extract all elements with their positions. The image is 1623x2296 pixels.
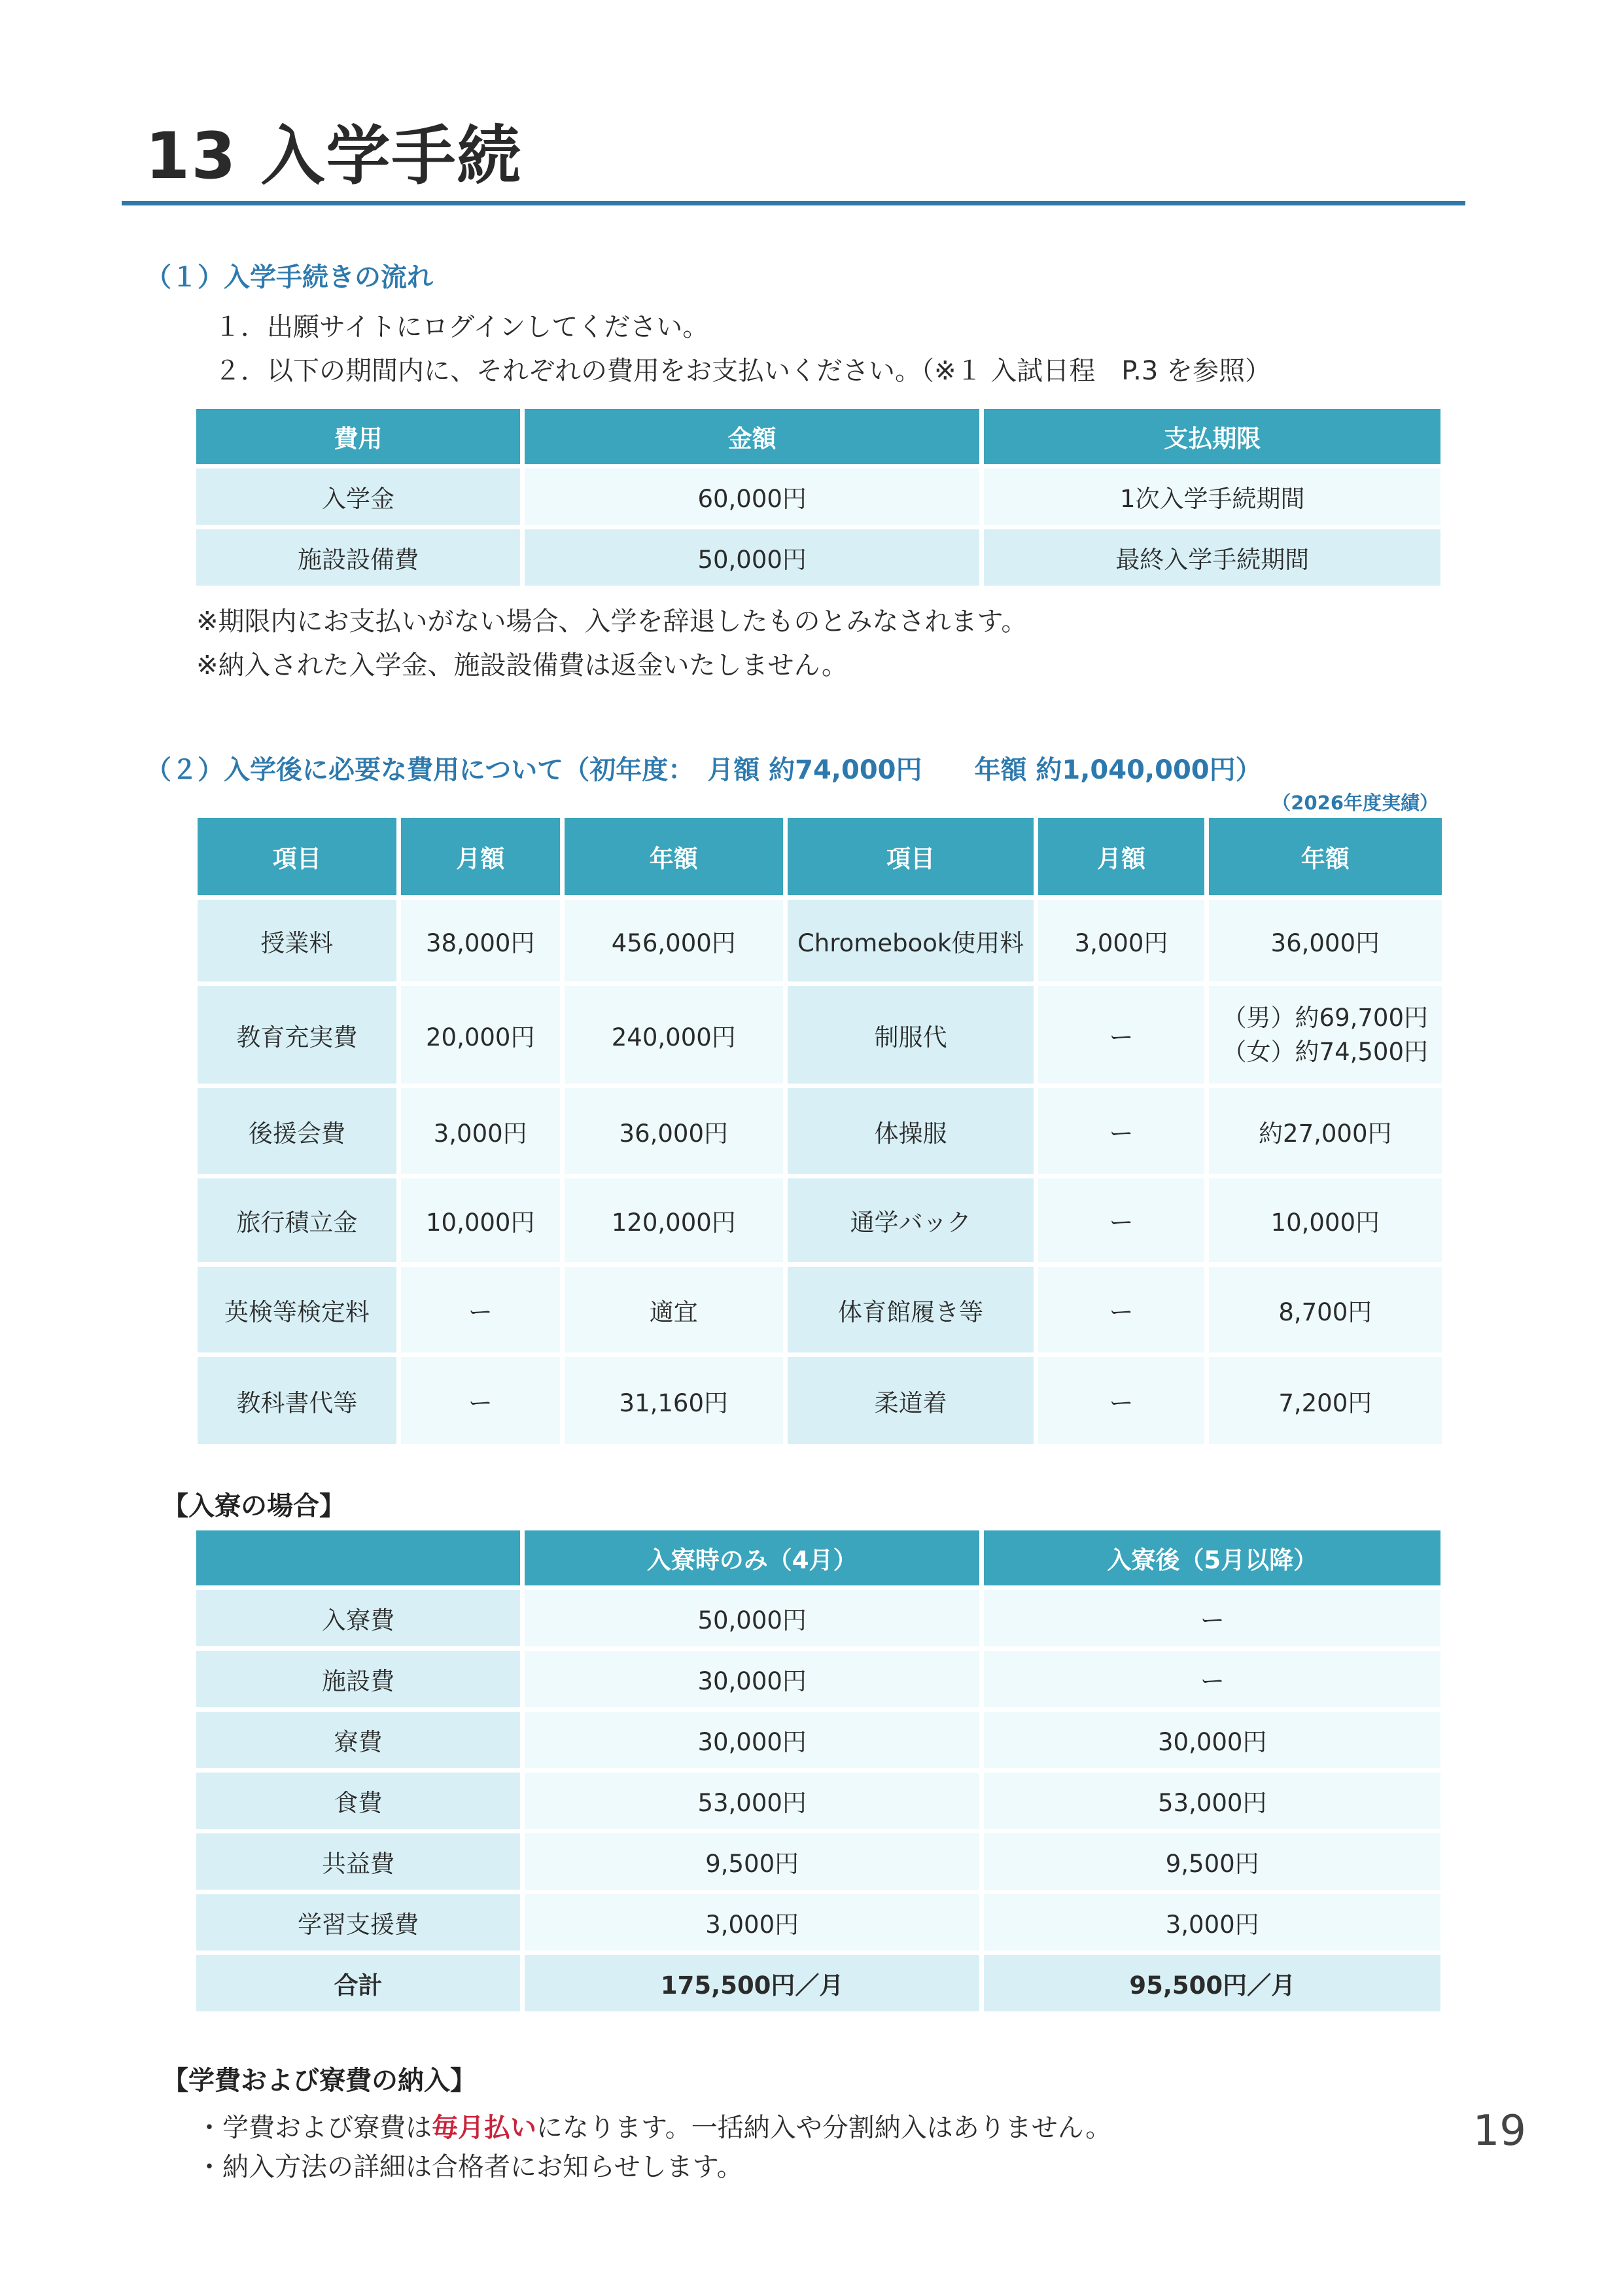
annual-amount: 240,000円 — [565, 986, 783, 1084]
dorm-first-month: 53,000円 — [525, 1773, 980, 1829]
annual-amount: 456,000円 — [565, 900, 783, 981]
monthly-amount: ー — [1038, 1088, 1204, 1174]
dorm-heading: 【入寮の場合】 — [162, 1491, 345, 1521]
section1-heading: （１）入学手続きの流れ — [145, 262, 433, 292]
item-name: Chromebook使用料 — [788, 900, 1034, 981]
total-monthly: 95,500円／月 — [984, 1955, 1440, 2011]
annual-amount: 31,160円 — [565, 1357, 783, 1444]
item-name: 柔道着 — [788, 1357, 1034, 1444]
payment-line-1 — [196, 2107, 1111, 2144]
monthly-payment-emphasis: 毎月払い — [432, 2113, 536, 2143]
table-row — [198, 986, 1442, 1084]
payment-line-2: ・納入方法の詳細は合格者にお知らせします。 — [196, 2152, 743, 2182]
table-row — [198, 1178, 1442, 1262]
table-row — [196, 529, 1440, 586]
dorm-cost-table — [192, 1526, 1445, 2016]
table-row — [198, 900, 1442, 981]
title-divider — [122, 201, 1465, 205]
fee-name: 施設設備費 — [196, 529, 520, 586]
dorm-monthly: 53,000円 — [984, 1773, 1440, 1829]
monthly-amount: ー — [401, 1357, 560, 1444]
dorm-monthly: 3,000円 — [984, 1894, 1440, 1951]
table-row — [198, 1088, 1442, 1174]
table-header-row — [196, 409, 1440, 464]
annual-amount: 約27,000円 — [1209, 1088, 1442, 1174]
entry-fee-table — [192, 404, 1445, 590]
header-cell: 年額 — [565, 818, 783, 895]
payment-line-1-post: になります。一括納入や分割納入はありません。 — [536, 2113, 1112, 2143]
table-row — [196, 1590, 1440, 1646]
item-name: 教科書代等 — [198, 1357, 396, 1444]
note-1: ※期限内にお支払いがない場合、入学を辞退したものとみなされます。 — [196, 607, 1028, 637]
dorm-first-month: 9,500円 — [525, 1833, 980, 1890]
section2-heading: （２）入学後に必要な費用について（初年度： 月額 約74,000円 年額 約1,040,000円） — [145, 755, 1262, 785]
monthly-amount: ー — [1038, 1267, 1204, 1352]
header-cell: 支払期限 — [984, 409, 1440, 464]
header-cell: 入寮時のみ（4月） — [525, 1530, 980, 1585]
step-1: １．出願サイトにログインしてください。 — [215, 312, 709, 342]
monthly-amount: 3,000円 — [1038, 900, 1204, 981]
payment-line-1-pre: ・学費および寮費は — [196, 2113, 432, 2143]
item-name: 体育館履き等 — [788, 1267, 1034, 1352]
table-row — [196, 1651, 1440, 1707]
monthly-amount: ー — [1038, 1178, 1204, 1262]
item-name: 旅行積立金 — [198, 1178, 396, 1262]
item-name: 制服代 — [788, 986, 1034, 1084]
fee-deadline: 1次入学手続期間 — [984, 468, 1440, 525]
note-2: ※納入された入学金、施設設備費は返金いたしません。 — [196, 650, 848, 680]
item-name: 英検等検定料 — [198, 1267, 396, 1352]
dorm-item: 施設費 — [196, 1651, 520, 1707]
table-row — [196, 1894, 1440, 1951]
monthly-amount: ー — [1038, 1357, 1204, 1444]
dorm-monthly: ー — [984, 1651, 1440, 1707]
total-label: 合計 — [196, 1955, 520, 2011]
annual-amount: 36,000円 — [565, 1088, 783, 1174]
annual-amount: 36,000円 — [1209, 900, 1442, 981]
annual-amount: 適宜 — [565, 1267, 783, 1352]
table-header-row — [198, 818, 1442, 895]
dorm-first-month: 3,000円 — [525, 1894, 980, 1951]
header-cell: 年額 — [1209, 818, 1442, 895]
table-header-row — [196, 1530, 1440, 1585]
step-2: ２．以下の期間内に、それぞれの費用をお支払いください。（※１ 入試日程 P.3 を参照） — [215, 356, 1271, 386]
fee-amount: 50,000円 — [525, 529, 980, 586]
uniform-female-price: （女）約74,500円 — [1222, 1037, 1429, 1066]
dorm-first-month: 50,000円 — [525, 1590, 980, 1646]
item-name: 授業料 — [198, 900, 396, 981]
total-first-month: 175,500円／月 — [525, 1955, 980, 2011]
dorm-monthly: 9,500円 — [984, 1833, 1440, 1890]
annual-amount: 7,200円 — [1209, 1357, 1442, 1444]
annual-amount — [1209, 986, 1442, 1084]
table-row — [198, 1267, 1442, 1352]
monthly-amount: ー — [1038, 986, 1204, 1084]
table-row — [196, 1833, 1440, 1890]
fee-deadline: 最終入学手続期間 — [984, 529, 1440, 586]
header-cell: 月額 — [401, 818, 560, 895]
dorm-first-month: 30,000円 — [525, 1712, 980, 1768]
item-name: 教育充実費 — [198, 986, 396, 1084]
fee-amount: 60,000円 — [525, 468, 980, 525]
payment-heading: 【学費および寮費の納入】 — [162, 2066, 476, 2096]
annual-amount: 10,000円 — [1209, 1178, 1442, 1262]
header-cell: 金額 — [525, 409, 980, 464]
monthly-amount: ー — [401, 1267, 560, 1352]
dorm-item: 共益費 — [196, 1833, 520, 1890]
dorm-first-month: 30,000円 — [525, 1651, 980, 1707]
dorm-monthly: ー — [984, 1590, 1440, 1646]
annual-amount: 8,700円 — [1209, 1267, 1442, 1352]
table-row — [196, 1773, 1440, 1829]
header-cell: 費用 — [196, 409, 520, 464]
table-total-row — [196, 1955, 1440, 2011]
item-name: 体操服 — [788, 1088, 1034, 1174]
header-cell: 月額 — [1038, 818, 1204, 895]
header-cell — [196, 1530, 520, 1585]
fiscal-year-note: （2026年度実績） — [1272, 792, 1439, 814]
dorm-item: 入寮費 — [196, 1590, 520, 1646]
dorm-item: 寮費 — [196, 1712, 520, 1768]
monthly-amount: 10,000円 — [401, 1178, 560, 1262]
page-number: 19 — [1473, 2107, 1526, 2155]
header-cell: 項目 — [198, 818, 396, 895]
monthly-amount: 20,000円 — [401, 986, 560, 1084]
dorm-item: 学習支援費 — [196, 1894, 520, 1951]
item-name: 通学バック — [788, 1178, 1034, 1262]
monthly-amount: 38,000円 — [401, 900, 560, 981]
fee-name: 入学金 — [196, 468, 520, 525]
table-row — [196, 1712, 1440, 1768]
page-title: 13 入学手続 — [145, 119, 523, 194]
header-cell: 入寮後（5月以降） — [984, 1530, 1440, 1585]
monthly-amount: 3,000円 — [401, 1088, 560, 1174]
item-name: 後援会費 — [198, 1088, 396, 1174]
table-row — [196, 468, 1440, 525]
header-cell: 項目 — [788, 818, 1034, 895]
uniform-male-price: （男）約69,700円 — [1222, 1003, 1429, 1032]
dorm-item: 食費 — [196, 1773, 520, 1829]
dorm-monthly: 30,000円 — [984, 1712, 1440, 1768]
annual-cost-table — [193, 813, 1446, 1449]
annual-amount: 120,000円 — [565, 1178, 783, 1262]
table-row — [198, 1357, 1442, 1444]
